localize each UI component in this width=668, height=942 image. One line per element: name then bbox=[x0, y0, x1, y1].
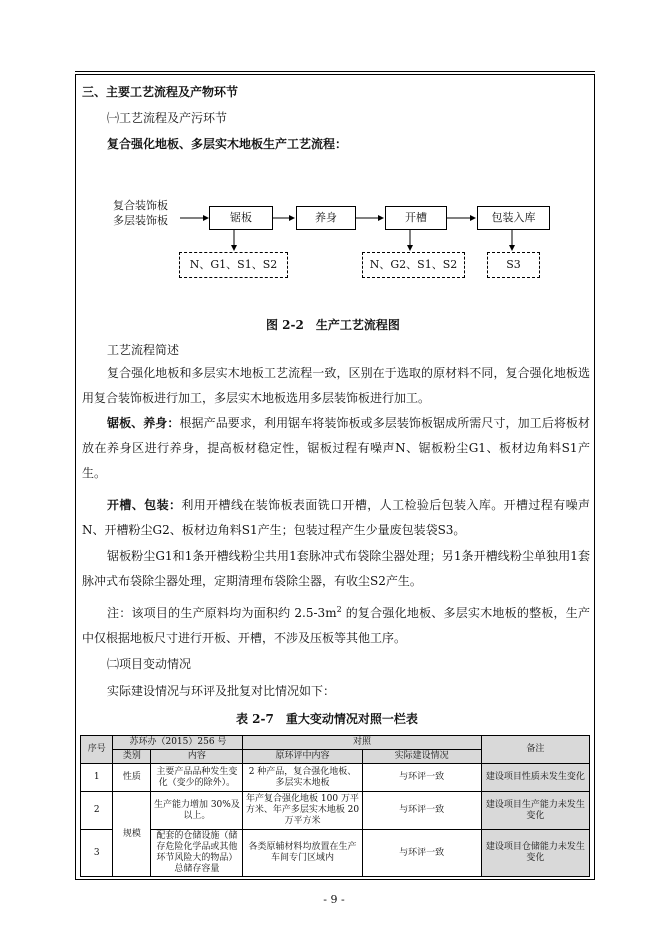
row-seq: 1 bbox=[81, 764, 113, 792]
row-seq: 3 bbox=[81, 830, 113, 877]
table-row bbox=[81, 830, 590, 877]
paragraph-4: 锯板粉尘G1和1条开槽线粉尘共用1套脉冲式布袋除尘器处理；另1条开槽线粉尘单独用1套脉冲式布袋除尘器处理，定期清理布袋除尘器，有收尘S2产生。 bbox=[82, 549, 590, 588]
input-label-1: 复合装饰板 bbox=[113, 199, 168, 212]
step-cure: 养身 bbox=[296, 206, 356, 230]
header-note: 备注 bbox=[481, 736, 589, 764]
row-note: 建设项目仓储能力未发生变化 bbox=[481, 830, 589, 877]
row-content: 生产能力增加 30%及以上。 bbox=[151, 792, 243, 830]
paragraph-1: 复合强化地板和多层实木地板工艺流程一致，区别在于选取的原材料不同，复合强化地板选用复合装饰板进行加工，多层实木地板选用多层装饰板进行加工。 bbox=[82, 366, 590, 405]
row-eia: 各类原辅材料均放置在生产车间专门区域内 bbox=[243, 830, 362, 877]
figure-caption: 图 2-2 生产工艺流程图 bbox=[266, 318, 400, 332]
section-title: 三、主要工艺流程及产物环节 bbox=[82, 85, 239, 99]
subsection-2: ㈡项目变动情况 bbox=[107, 657, 192, 671]
paragraph-2-lead: 锯板、养身： bbox=[107, 416, 180, 430]
header-eia: 原环评中内容 bbox=[243, 750, 362, 764]
paragraph-3: 开槽、包装：利用开槽线在装饰板表面铣口开槽，人工检验后包装入库。开槽过程有噪声N、开槽粉尘G2、板材边角料S1产生；包装过程产生少量废包装袋S3。 bbox=[82, 498, 590, 537]
step-groove: 开槽 bbox=[385, 206, 447, 230]
row-category: 性质 bbox=[113, 764, 151, 792]
header-content: 内容 bbox=[151, 750, 243, 764]
flow-title: 复合强化地板、多层实木地板生产工艺流程： bbox=[107, 137, 348, 151]
row-note: 建设项目生产能力未发生变化 bbox=[481, 792, 589, 830]
input-label-2: 多层装饰板 bbox=[113, 214, 168, 227]
header-category: 类别 bbox=[113, 750, 151, 764]
row-actual: 与环评一致 bbox=[362, 792, 481, 830]
pollutant-box-1: N、G1、S1、S2 bbox=[179, 252, 288, 278]
header-seq: 序号 bbox=[81, 736, 113, 764]
table-caption: 表 2-7 重大变动情况对照一栏表 bbox=[236, 712, 418, 726]
step-saw: 锯板 bbox=[209, 206, 273, 230]
header-doc: 苏环办（2015）256 号 bbox=[113, 736, 243, 750]
step-pack: 包装入库 bbox=[477, 206, 550, 230]
row-actual: 与环评一致 bbox=[362, 830, 481, 877]
desc-heading: 工艺流程简述 bbox=[107, 343, 180, 357]
header-actual: 实际建设情况 bbox=[362, 750, 481, 764]
subsection-1: ㈠工艺流程及产污环节 bbox=[107, 111, 228, 125]
paragraph-6: 实际建设情况与环评及批复对比情况如下： bbox=[107, 684, 336, 698]
table-row bbox=[81, 764, 590, 792]
pollutant-box-2: N、G2、S1、S2 bbox=[362, 252, 465, 278]
row-eia: 年产复合强化地板 100 万平方米、年产多层实木地板 20 万平方米 bbox=[243, 792, 362, 830]
paragraph-3-lead: 开槽、包装： bbox=[107, 498, 182, 512]
change-comparison-table bbox=[80, 735, 590, 877]
row-content: 配套的仓储设施（储存危险化学品或其他环节风险大的物品）总储存容量 bbox=[151, 830, 243, 877]
row-note: 建设项目性质未发生变化 bbox=[481, 764, 589, 792]
row-category: 规模 bbox=[113, 792, 151, 877]
page-number: - 9 - bbox=[323, 893, 345, 906]
paragraph-2: 锯板、养身：根据产品要求，利用锯车将装饰板或多层装饰板锯成所需尺寸，加工后将板材放在养身区进行养身，提高板材稳定性，锯板过程有噪声N、锯板粉尘G1、板材边角料S1产生。 bbox=[82, 416, 590, 480]
paragraph-5: 注：该项目的生产原料均为面积约 $2.5-3m^2$ 的复合强化地板、多层实木地板的整板，生产中仅根据地板尺寸进行开板、开槽，不涉及压板等其他工序。 bbox=[82, 605, 590, 645]
header-compare: 对照 bbox=[243, 736, 481, 750]
row-actual: 与环评一致 bbox=[362, 764, 481, 792]
row-content: 主要产品品种发生变化（变少的除外）。 bbox=[151, 764, 243, 792]
pollutant-box-3: S3 bbox=[487, 252, 540, 278]
row-eia: 2 种产品，复合强化地板、多层实木地板 bbox=[243, 764, 362, 792]
row-seq: 2 bbox=[81, 792, 113, 830]
table-row bbox=[81, 792, 590, 830]
